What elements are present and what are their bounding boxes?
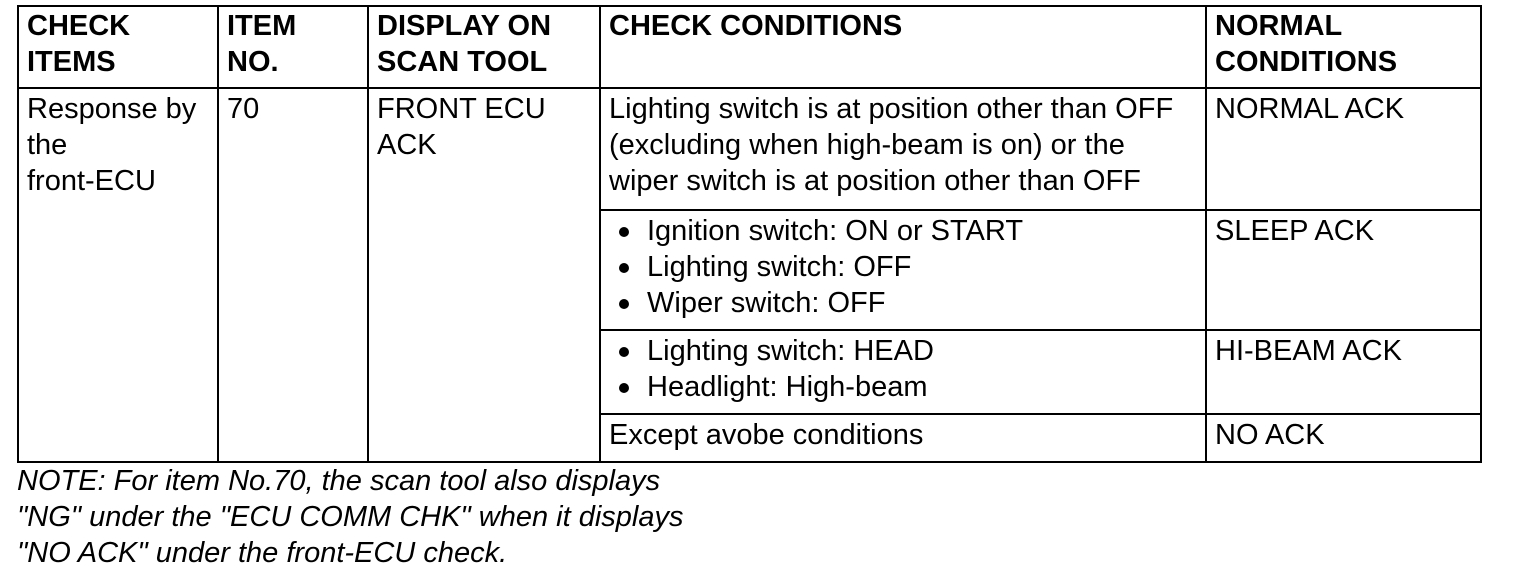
normal-condition-cell: NO ACK xyxy=(1206,414,1481,462)
bullet-text: Wiper switch: OFF xyxy=(647,287,886,319)
bullet-text: Lighting switch: OFF xyxy=(647,251,912,283)
item-no-cell: 70 xyxy=(218,88,368,462)
header-normal-conditions: NORMAL CONDITIONS xyxy=(1206,6,1481,88)
bullet-icon xyxy=(619,383,629,393)
bullet-item xyxy=(609,333,1197,369)
bullet-item xyxy=(609,213,1197,249)
bullet-item xyxy=(609,369,1197,405)
bullet-text: Ignition switch: ON or START xyxy=(647,215,1024,247)
header-check-items: CHECK ITEMS xyxy=(18,6,218,88)
table-row xyxy=(18,88,1481,210)
header-display-on-scan-tool: DISPLAY ON SCAN TOOL xyxy=(368,6,600,88)
note-text: NOTE: For item No.70, the scan tool also displays "NG" under the "ECU COMM CHK" when it displays "NO ACK" under the front-ECU check. xyxy=(17,465,684,569)
condition-cell: Except avobe conditions xyxy=(600,414,1206,462)
bullet-icon xyxy=(619,347,629,357)
bullet-text: Headlight: High-beam xyxy=(647,371,928,403)
bullet-icon xyxy=(619,227,629,237)
condition-bullet-list xyxy=(609,333,1197,405)
header-item-no: ITEM NO. xyxy=(218,6,368,88)
bullet-icon xyxy=(619,299,629,309)
spec-table xyxy=(17,5,1482,463)
spec-table-container xyxy=(17,5,1482,463)
display-cell: FRONT ECU ACK xyxy=(368,88,600,462)
bullet-item xyxy=(609,249,1197,285)
table-header-row xyxy=(18,6,1481,88)
bullet-item xyxy=(609,285,1197,321)
header-check-conditions: CHECK CONDITIONS xyxy=(600,6,1206,88)
normal-condition-cell: SLEEP ACK xyxy=(1206,210,1481,330)
condition-cell: Lighting switch is at position other than OFF (excluding when high-beam is on) or the wiper switch is at position other than OFF xyxy=(600,88,1206,210)
condition-cell xyxy=(600,330,1206,414)
condition-cell xyxy=(600,210,1206,330)
normal-condition-cell: NORMAL ACK xyxy=(1206,88,1481,210)
bullet-text: Lighting switch: HEAD xyxy=(647,335,934,367)
bullet-icon xyxy=(619,263,629,273)
condition-bullet-list xyxy=(609,213,1197,321)
normal-condition-cell: HI-BEAM ACK xyxy=(1206,330,1481,414)
check-item-cell: Response by the front-ECU xyxy=(18,88,218,462)
